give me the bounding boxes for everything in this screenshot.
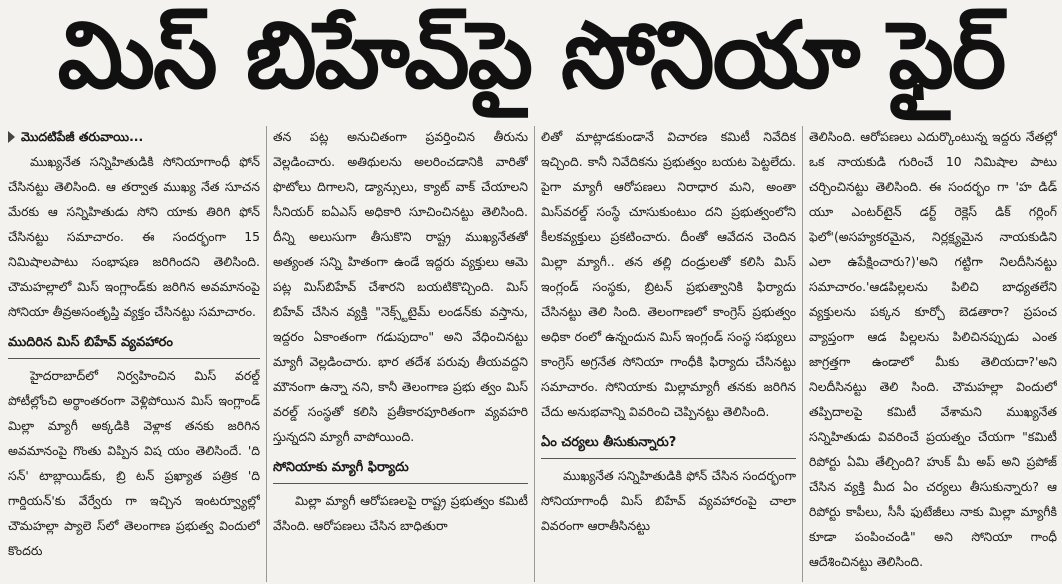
paragraph: ముఖ్యనేత సన్నిహితుడికి ఫోన్ చేసిన సందర్భంగా సోనియాగాంధీ మిస్ బిహేవ్ వ్యవహారంపై చాలా వివరంగా ఆరాతీసినట్టు (541, 468, 796, 533)
paragraph: తెలిసింది. ఆరోపణలు ఎదుర్కొంటున్న ఇద్దరు నేతల్లో ఒక నాయకుడి గురించే 10 నిమిషాల పాటు చర్చించినట్టు తెలిసింది. ఈ సందర్భం గా 'హ డిడ్ యూ ఎంటర్‌టైన్ డర్ట్ రెక్లెస్ డిక్ గర్లింగ్ ఫెలో'(అసహ్యకరమైన, నిర్లక్ష్యమైన నాయకుడిని ఎలా ఉపేక్షించారు?)'అని గట్టిగా నిలదీసినట్టు సమాచారం.'ఆడపిల్లలను పిలిచి బాధ్యతలేని వ్యక్తులను పక్కన కూర్చో బెడతారా? ప్రపంచ వ్యాప్తంగా ఆడ పిల్లలను పిలిచినప్పుడు ఎంత జాగ్రత్తగా ఉండాలో మీకు తెలియదా?'అని నిలదీసినట్టు తెలి సింది. చౌమహల్లా విందులో తప్పిదాలపై కమిటీ వేశామని ముఖ్యనేత సన్నిహితుడు వివరించే ప్రయత్నం చేయగా "కమిటీ రిపోర్టు ఏమి తేల్చింది? హుక్ మీ అప్ అని ప్రపోజ్ చేసిన వ్యక్తి మీద ఏం చర్యలు తీసుకున్నారు? ఆ రిపోర్టు కాపీలు, సీసీ ఫుటేజీలు నాకు మిల్లా మ్యాగీకి కూడా పంపించండి" అని సోనియా గాంధీ ఆదేశించినట్టు తెలిసింది. (809, 129, 1057, 569)
paragraph: తన పట్ల అనుచితంగా ప్రవర్తించిన తీరును వెల్లడించారు. అతిథులను అలరించడానికి వారితో ఫొటోలు దిగాలని, డ్యాన్సులు, క్యాట్ వాక్ చేయాలని సీనియర్ ఐఏఎస్ అధికారి సూచించినట్టు తెలిసింది. దీన్ని అలుసుగా తీసుకొని రాష్ట్ర ముఖ్యనేతతో అత్యంత సన్ని హితంగా ఉండే ఇద్దరు వ్యక్తులు ఆమె పట్ల మిస్‌బిహేవ్ చేశారని బయటికొచ్చింది. మిస్ బిహేవ్ చేసిన వ్యక్తి "నెక్స్ట్‌టైమ్ లండన్‌కు వస్తాను, ఇద్దరం ఏకాంతంగా గడుపుదాం" అని వేధించినట్టు మ్యాగీ వెల్లడించారు. భార తదేశ పరువు తీయవద్దని మౌనంగా ఉన్నా నని, కానీ తెలంగాణ ప్రభు త్వం మిస్ వరల్డ్ సంస్థతో కలిసి ప్రతీకారపూరితంగా వ్యవహరి స్తున్నదని మ్యాగీ వాపోయింది. (273, 129, 528, 444)
section-subheading: సోనియాకు మ్యాగీ ఫిర్యాదు (273, 455, 528, 484)
paragraph: లితో మాట్లాడకుండానే విచారణ కమిటీ నివేదిక ఇచ్చింది. కానీ నివేదికను ప్రభుత్వం బయట పెట్టలేదు. పైగా మ్యాగీ ఆరోపణలు నిరాధార మని, అంతా మిస్‌వరల్డ్ సంస్థే చూసుకుంటుం దని ప్రభుత్వంలోని కీలకవ్యక్తులు ప్రకటించారు. దీంతో ఆవేదన చెందిన మిల్లా మ్యాగీ.. తన తల్లి దండ్రులతో కలిసి మిస్ ఇంగ్లండ్ సంస్థకు, బ్రిటన్ ప్రభుత్వానికి ఫిర్యాదు చేసినట్టు తెలి సింది. తెలంగాణలో కాంగ్రెస్ ప్రభుత్వం అధికా రంలో ఉన్నందున మిస్ ఇంగ్లండ్ సంస్థ సభ్యులు కాంగ్రెస్ అగ్రనేత సోనియా గాంధీకి ఫిర్యాదు చేసినట్టు సమాచారం. సోనియాకు మిల్లామ్యాగీ తనకు జరిగిన చేదు అనుభవాన్ని వివరించి చెప్పినట్టు తెలిసింది. (541, 129, 796, 419)
article-column-1 (8, 124, 260, 584)
continuation-kicker (8, 124, 260, 149)
chevron-right-icon (8, 131, 15, 143)
headline: మిస్ బిహేవ్‌పై సోనియా ఫైర్ (57, 2, 1005, 109)
kicker-label: మొదటిపేజీ తరువాయి... (21, 129, 144, 144)
paragraph: మిల్లా మ్యాగీ ఆరోపణలపై రాష్ట్ర ప్రభుత్వం కమిటీ వేసింది. ఆరోపణలు చేసిన బాధితురా (273, 493, 528, 533)
section-subheading: ఏం చర్యలు తీసుకున్నారు? (541, 430, 796, 459)
paragraph: హైదరాబాద్‌లో నిర్వహించిన మిస్ వరల్డ్ పోటీల్లోంచి అర్థాంతరంగా వెళ్లిపోయిన మిస్ ఇంగ్లాండ్ మిల్లా మ్యాగీ అక్కడికి వెళ్లాక తనకు జరిగిన అవమానంపై గొంతు విప్పిన విష యం తెలిసిందే. 'ది సన్' టాబ్లాయిడ్‌కు, బ్రి టన్ ప్రఖ్యాత పత్రిక 'ది గార్డియన్'కు వేర్వేరు గా ఇచ్చిన ఇంటర్వ్యూల్లో చౌమహల్లా ప్యాలె స్‌లో తెలంగాణ ప్రభుత్వ విందులో కొందరు (8, 368, 260, 558)
article-column-3 (541, 124, 796, 584)
paragraph: ముఖ్యనేత సన్నిహితుడికి సోనియాగాంధీ ఫోన్ చేసినట్టు తెలిసింది. ఆ తర్వాత ముఖ్య నేత సూచన మేరకు ఆ సన్నిహితుడు సోని యాకు తిరిగి ఫోన్ చేసినట్టు సమాచారం. ఈ సందర్భంగా 15 నిమిషాలపాటు సంభాషణ జరిగిందని తెలిసింది. చౌమహల్లాలో మిస్ ఇంగ్లాండ్‌కు జరిగిన అవమానంపై సోనియా తీవ్రఅసంతృప్తి వ్యక్తం చేసినట్టు సమాచారం. (8, 154, 260, 319)
article-column-2 (273, 124, 528, 584)
section-subheading: ముదిరిన మిస్ బిహేవ్ వ్యవహారం (8, 330, 260, 359)
article-body (0, 124, 1062, 584)
article-column-4 (809, 124, 1057, 584)
